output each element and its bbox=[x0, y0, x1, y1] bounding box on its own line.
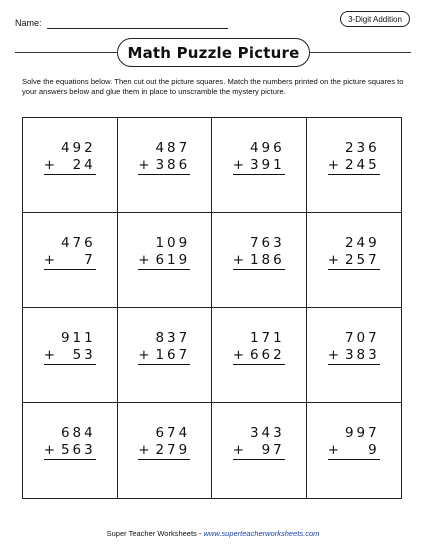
top-number: 476 bbox=[60, 235, 96, 251]
bottom-number: 167 bbox=[155, 347, 191, 363]
problem-cell bbox=[23, 118, 118, 213]
plus-sign: + bbox=[43, 252, 59, 268]
plus-sign: + bbox=[232, 347, 248, 363]
plus-sign: + bbox=[232, 157, 248, 173]
addition-problem bbox=[44, 425, 96, 460]
problem-cell bbox=[307, 118, 402, 213]
top-number: 487 bbox=[155, 140, 191, 156]
plus-sign: + bbox=[43, 442, 59, 458]
page-title: Math Puzzle Picture bbox=[117, 38, 310, 67]
bottom-number: 386 bbox=[155, 157, 191, 173]
addition-problem bbox=[328, 140, 380, 175]
problem-cell bbox=[307, 308, 402, 403]
addition-problem bbox=[44, 140, 96, 175]
problem-cell bbox=[118, 213, 213, 308]
footer-text: Super Teacher Worksheets - bbox=[106, 529, 204, 538]
problem-cell bbox=[23, 308, 118, 403]
plus-sign: + bbox=[327, 252, 343, 268]
problem-cell bbox=[212, 118, 307, 213]
bottom-number: 279 bbox=[155, 442, 191, 458]
addition-problem bbox=[138, 425, 190, 460]
top-number: 249 bbox=[344, 235, 380, 251]
bottom-number: 619 bbox=[155, 252, 191, 268]
bottom-number: 97 bbox=[261, 442, 285, 458]
addition-problem bbox=[138, 235, 190, 270]
plus-sign: + bbox=[138, 252, 153, 268]
top-number: 684 bbox=[60, 425, 96, 441]
top-number: 997 bbox=[344, 425, 380, 441]
top-number: 707 bbox=[344, 330, 380, 346]
top-number: 763 bbox=[249, 235, 285, 251]
addition-problem bbox=[138, 140, 190, 175]
problem-cell bbox=[118, 308, 213, 403]
top-number: 236 bbox=[344, 140, 380, 156]
problem-grid bbox=[22, 117, 402, 499]
bottom-number: 662 bbox=[249, 347, 285, 363]
plus-sign: + bbox=[327, 347, 343, 363]
top-number: 837 bbox=[155, 330, 191, 346]
addition-problem bbox=[138, 330, 190, 365]
addition-problem bbox=[328, 330, 380, 365]
plus-sign: + bbox=[138, 347, 153, 363]
top-number: 343 bbox=[249, 425, 285, 441]
bottom-number: 391 bbox=[249, 157, 285, 173]
addition-problem bbox=[233, 140, 285, 175]
top-number: 492 bbox=[60, 140, 96, 156]
bottom-number: 24 bbox=[72, 157, 96, 173]
problem-cell bbox=[307, 213, 402, 308]
top-number: 496 bbox=[249, 140, 285, 156]
instructions: Solve the equations below. Then cut out the picture squares. Match the numbers printed on the picture squares to your answers below and glue them in place to unscramble the mystery picture. bbox=[22, 77, 404, 96]
footer bbox=[0, 529, 426, 538]
footer-link[interactable]: www.superteacherworksheets.com bbox=[203, 529, 320, 538]
addition-problem bbox=[233, 235, 285, 270]
name-line[interactable] bbox=[47, 28, 228, 29]
top-number: 674 bbox=[155, 425, 191, 441]
plus-sign: + bbox=[232, 442, 248, 458]
problem-cell bbox=[23, 213, 118, 308]
addition-problem bbox=[328, 235, 380, 270]
problem-cell bbox=[118, 403, 213, 498]
plus-sign: + bbox=[43, 157, 59, 173]
addition-problem bbox=[44, 330, 96, 365]
name-label: Name: bbox=[15, 18, 42, 28]
bottom-number: 53 bbox=[72, 347, 96, 363]
addition-problem bbox=[233, 330, 285, 365]
plus-sign: + bbox=[327, 442, 343, 458]
plus-sign: + bbox=[138, 442, 153, 458]
bottom-number: 383 bbox=[344, 347, 380, 363]
problem-cell bbox=[212, 308, 307, 403]
bottom-number: 245 bbox=[344, 157, 380, 173]
problem-cell bbox=[23, 403, 118, 498]
bottom-number: 563 bbox=[60, 442, 96, 458]
top-number: 109 bbox=[155, 235, 191, 251]
problem-cell bbox=[307, 403, 402, 498]
problem-cell bbox=[212, 213, 307, 308]
bottom-number: 7 bbox=[84, 252, 96, 268]
bottom-number: 257 bbox=[344, 252, 380, 268]
problem-cell bbox=[118, 118, 213, 213]
top-number: 171 bbox=[249, 330, 285, 346]
plus-sign: + bbox=[327, 157, 343, 173]
plus-sign: + bbox=[232, 252, 248, 268]
problem-cell bbox=[212, 403, 307, 498]
plus-sign: + bbox=[138, 157, 153, 173]
top-number: 911 bbox=[60, 330, 96, 346]
topic-badge: 3-Digit Addition bbox=[340, 11, 410, 27]
bottom-number: 186 bbox=[249, 252, 285, 268]
plus-sign: + bbox=[43, 347, 59, 363]
addition-problem bbox=[44, 235, 96, 270]
addition-problem bbox=[328, 425, 380, 460]
addition-problem bbox=[233, 425, 285, 460]
bottom-number: 9 bbox=[368, 442, 380, 458]
